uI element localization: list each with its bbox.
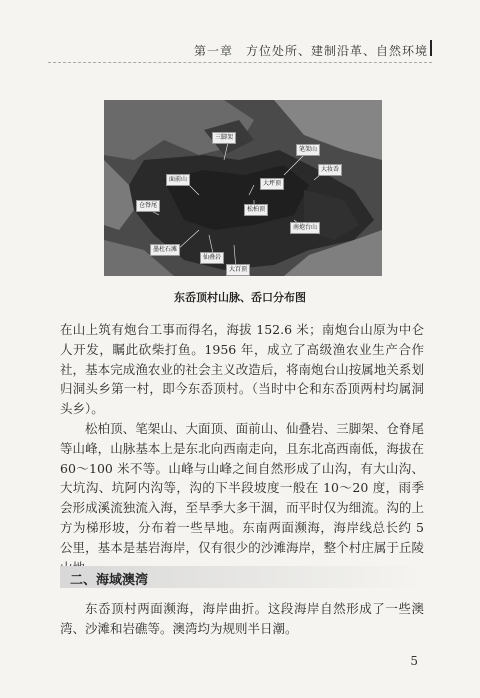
label-sanjiaojia: 三脚架 [212, 132, 236, 144]
paragraph-3: 东岙顶村两面濒海，海岸曲折。这段海岸自然形成了一些澳湾、沙滩和岩礁等。澳湾均为规则半日潮。 [60, 601, 424, 636]
aerial-terrain-image [104, 100, 382, 276]
paragraph-1: 在山上筑有炮台工事而得名，海拔 152.6 米；南炮台山原为中仑人开发，瞩此砍柴打鱼。1956 年，成立了高级渔农业生产合作社，基本完成渔农业的社会主义改造后，将南炮台山按属地关系划归洞头乡第一村，即今东岙顶村。（当时中仑和东岙顶两村均属洞头乡）。 [60, 322, 424, 417]
label-bijiashan: 笔架山 [296, 144, 320, 156]
label-qianjiantou: 面前山 [166, 174, 190, 186]
header-divider [48, 62, 432, 63]
running-header [0, 38, 480, 60]
chapter-title: 第一章 方位处所、建制沿革、自然环境 [193, 44, 428, 58]
header-bar [430, 40, 432, 56]
label-songbaidao: 松柏顶 [244, 204, 268, 216]
label-dakengdao: 大坪顶 [260, 178, 284, 190]
page-number: 5 [410, 654, 418, 668]
label-cangshiyan: 墨杜石滩 [150, 244, 180, 256]
section-heading-label: 二、海域澳湾 [70, 573, 149, 588]
figure-caption: 东岙顶村山脉、岙口分布图 [174, 291, 306, 304]
label-xiandieyan: 仙叠岩 [200, 252, 224, 264]
label-dabaiding: 大百顶 [226, 264, 250, 276]
label-cangjiwei: 仓脊尾 [136, 200, 160, 212]
section-heading [60, 566, 424, 588]
aerial-map-photo [104, 100, 382, 276]
label-nanpaotaishan: 南炮台山 [290, 222, 320, 234]
label-dadingao: 大妆岙 [318, 164, 342, 176]
paragraph-2: 松柏顶、笔架山、大面顶、面前山、仙叠岩、三脚架、仓脊尾等山峰，山脉基本上是东北向西南走向，且东北高西南低，海拔在 60～100 米不等。山峰与山峰之间自然形成了山沟，有大山沟、大坑沟、坑阿内沟等，沟的下半段坡度一般在 10～20 度，雨季会形成溪流独流入海，至旱季大多干涸，而平时仅为细流。沟的上方为梯形坡，分布着一些旱地。东南两面濒海，海岸线总长约 5 公里，基本是基岩海岸，仅有很少的沙滩海岸，整个村庄属于丘陵 [60, 421, 424, 555]
